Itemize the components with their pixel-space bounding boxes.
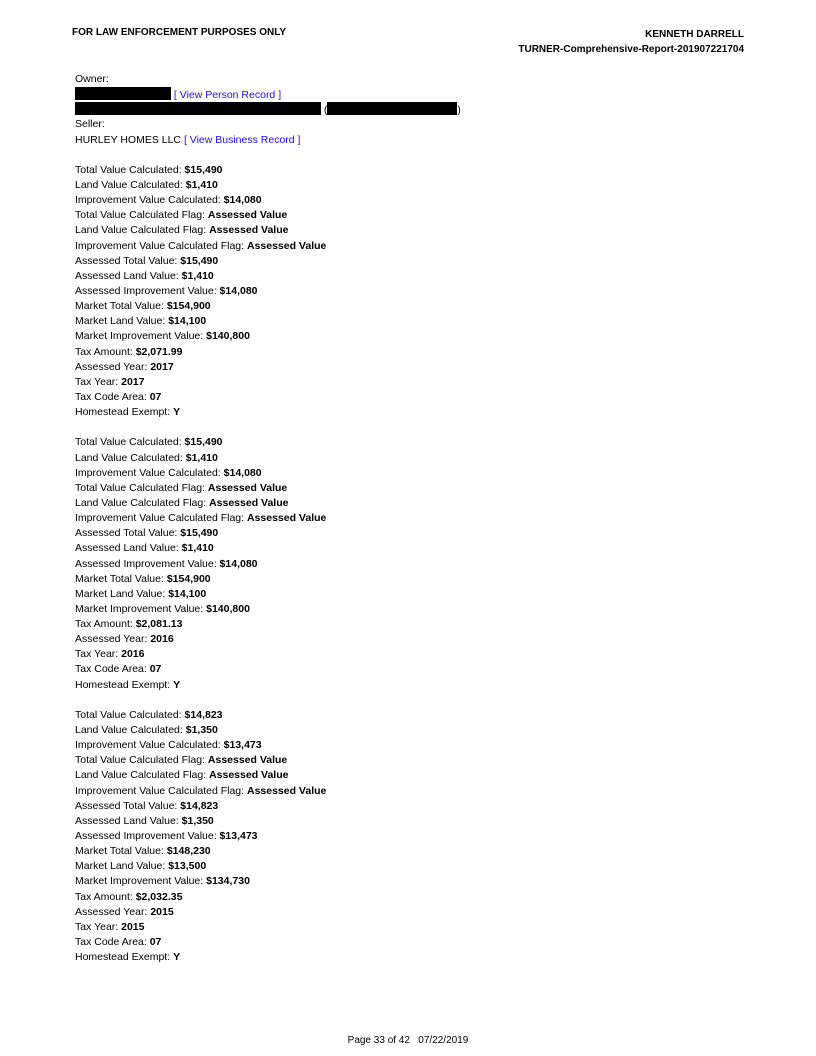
owner-label: Owner: (75, 73, 109, 85)
assessed-land-value-value: $1,350 (181, 814, 214, 827)
improvement-value-calculated-row (75, 466, 461, 481)
improvement-value-calculated-row (75, 738, 461, 753)
market-land-value-row (75, 859, 461, 874)
tax-code-area-label: Tax Code Area: (75, 390, 147, 403)
improvement-value-calculated-flag-value: Assessed Value (246, 512, 327, 525)
land-value-calculated-flag-label: Land Value Calculated Flag: (75, 496, 207, 509)
market-improvement-value-label: Market Improvement Value: (75, 602, 204, 615)
improvement-value-calculated-flag-label: Improvement Value Calculated Flag: (75, 512, 245, 525)
land-value-calculated-flag-label: Land Value Calculated Flag: (75, 769, 207, 782)
tax-code-area-label: Tax Code Area: (75, 936, 147, 949)
total-value-calculated-flag-value: Assessed Value (207, 481, 288, 494)
market-land-value-value: $13,500 (168, 860, 207, 873)
homestead-exempt-row (75, 405, 461, 420)
tax-amount-value: $2,081.13 (135, 618, 183, 631)
owner-paren-open: ( (323, 104, 328, 117)
assessed-improvement-value-value: $13,473 (219, 830, 258, 843)
market-land-value-row (75, 587, 461, 602)
improvement-value-calculated-flag-value: Assessed Value (246, 239, 327, 252)
assessed-land-value-label: Assessed Land Value: (75, 814, 179, 827)
assessed-improvement-value-value: $14,080 (219, 284, 258, 297)
assessed-land-value-row (75, 541, 461, 556)
land-value-calculated-row (75, 451, 461, 466)
land-value-calculated-value: $1,350 (185, 724, 218, 737)
assessed-improvement-value-row (75, 557, 461, 572)
market-improvement-value-row (75, 329, 461, 344)
tax-year-value: 2016 (121, 648, 145, 661)
tax-code-area-value: 07 (149, 663, 162, 676)
market-total-value-row (75, 844, 461, 859)
assessed-land-value-value: $1,410 (181, 542, 214, 555)
total-value-calculated-flag-label: Total Value Calculated Flag: (75, 209, 205, 222)
improvement-value-calculated-flag-row (75, 239, 461, 254)
owner-name-redaction (75, 87, 171, 100)
market-improvement-value-row (75, 874, 461, 889)
market-improvement-value-value: $140,800 (206, 602, 250, 615)
page-footer (0, 1035, 816, 1046)
market-land-value-value: $14,100 (168, 587, 207, 600)
land-value-calculated-flag-value: Assessed Value (209, 769, 289, 782)
assessed-year-row (75, 360, 461, 375)
assessed-total-value-label: Assessed Total Value: (75, 799, 178, 812)
assessed-improvement-value-value: $14,080 (219, 557, 258, 570)
assessed-improvement-value-row (75, 829, 461, 844)
assessed-total-value-label: Assessed Total Value: (75, 254, 178, 267)
header-disclaimer: FOR LAW ENFORCEMENT PURPOSES ONLY (72, 27, 287, 38)
market-total-value-row (75, 299, 461, 314)
assessed-total-value-value: $14,823 (180, 799, 219, 812)
market-improvement-value-row (75, 602, 461, 617)
market-improvement-value-label: Market Improvement Value: (75, 875, 204, 888)
tax-year-row (75, 920, 461, 935)
tax-year-label: Tax Year: (75, 920, 119, 933)
seller-row (75, 133, 461, 148)
assessed-year-row (75, 632, 461, 647)
assessed-year-label: Assessed Year: (75, 905, 148, 918)
assessed-year-label: Assessed Year: (75, 633, 148, 646)
owner-detail-redaction (327, 102, 457, 115)
market-total-value-value: $148,230 (166, 845, 211, 858)
total-value-calculated-flag-label: Total Value Calculated Flag: (75, 481, 205, 494)
tax-amount-label: Tax Amount: (75, 618, 133, 631)
total-value-calculated-value: $15,490 (184, 436, 223, 449)
land-value-calculated-flag-label: Land Value Calculated Flag: (75, 224, 207, 237)
assessed-year-value: 2015 (150, 905, 174, 918)
improvement-value-calculated-flag-row (75, 784, 461, 799)
market-total-value-label: Market Total Value: (75, 845, 164, 858)
footer-date: 07/22/2019 (418, 1035, 469, 1046)
homestead-exempt-label: Homestead Exempt: (75, 678, 171, 691)
total-value-calculated-flag-label: Total Value Calculated Flag: (75, 754, 205, 767)
tax-year-label: Tax Year: (75, 648, 119, 661)
land-value-calculated-label: Land Value Calculated: (75, 451, 183, 464)
tax-record (75, 708, 461, 965)
market-land-value-label: Market Land Value: (75, 587, 166, 600)
improvement-value-calculated-value: $14,080 (223, 194, 262, 207)
total-value-calculated-row (75, 708, 461, 723)
land-value-calculated-label: Land Value Calculated: (75, 724, 183, 737)
tax-amount-row (75, 890, 461, 905)
total-value-calculated-flag-row (75, 208, 461, 223)
improvement-value-calculated-label: Improvement Value Calculated: (75, 466, 221, 479)
tax-code-area-value: 07 (149, 936, 162, 949)
assessed-total-value-label: Assessed Total Value: (75, 527, 178, 540)
assessed-improvement-value-row (75, 284, 461, 299)
assessed-improvement-value-label: Assessed Improvement Value: (75, 830, 217, 843)
assessed-improvement-value-label: Assessed Improvement Value: (75, 284, 217, 297)
land-value-calculated-flag-value: Assessed Value (209, 496, 289, 509)
improvement-value-calculated-label: Improvement Value Calculated: (75, 194, 221, 207)
total-value-calculated-row (75, 435, 461, 450)
assessed-total-value-value: $15,490 (180, 254, 219, 267)
total-value-calculated-flag-row (75, 753, 461, 768)
property-section (75, 72, 461, 965)
tax-code-area-row (75, 390, 461, 405)
tax-code-area-row (75, 662, 461, 677)
improvement-value-calculated-row (75, 193, 461, 208)
view-business-record-link[interactable]: [ View Business Record ] (183, 133, 301, 146)
market-land-value-row (75, 314, 461, 329)
owner-address-redaction (75, 102, 321, 115)
market-total-value-value: $154,900 (166, 300, 211, 313)
tax-year-row (75, 647, 461, 662)
tax-amount-label: Tax Amount: (75, 345, 133, 358)
assessed-land-value-row (75, 814, 461, 829)
tax-year-value: 2017 (121, 375, 145, 388)
page-number: Page 33 of 42 (347, 1035, 410, 1046)
market-total-value-label: Market Total Value: (75, 300, 164, 313)
improvement-value-calculated-label: Improvement Value Calculated: (75, 739, 221, 752)
market-improvement-value-label: Market Improvement Value: (75, 330, 204, 343)
tax-code-area-value: 07 (149, 390, 162, 403)
total-value-calculated-value: $14,823 (184, 708, 223, 721)
tax-year-value: 2015 (121, 920, 145, 933)
tax-amount-row (75, 617, 461, 632)
land-value-calculated-flag-row (75, 496, 461, 511)
total-value-calculated-flag-value: Assessed Value (207, 209, 288, 222)
tax-record (75, 163, 461, 420)
land-value-calculated-value: $1,410 (185, 451, 218, 464)
tax-amount-row (75, 345, 461, 360)
land-value-calculated-row (75, 723, 461, 738)
market-improvement-value-value: $134,730 (206, 875, 250, 888)
record-spacer (75, 420, 461, 435)
market-total-value-row (75, 572, 461, 587)
assessed-improvement-value-label: Assessed Improvement Value: (75, 557, 217, 570)
tax-record (75, 435, 461, 692)
land-value-calculated-flag-row (75, 768, 461, 783)
tax-amount-value: $2,071.99 (135, 345, 183, 358)
tax-year-row (75, 375, 461, 390)
assessed-land-value-row (75, 269, 461, 284)
homestead-exempt-value: Y (173, 678, 181, 691)
total-value-calculated-value: $15,490 (184, 163, 223, 176)
improvement-value-calculated-value: $14,080 (223, 466, 262, 479)
assessed-land-value-label: Assessed Land Value: (75, 269, 179, 282)
improvement-value-calculated-flag-label: Improvement Value Calculated Flag: (75, 239, 245, 252)
market-land-value-label: Market Land Value: (75, 860, 166, 873)
assessed-total-value-row (75, 254, 461, 269)
total-value-calculated-label: Total Value Calculated: (75, 436, 182, 449)
homestead-exempt-value: Y (173, 951, 181, 964)
tax-amount-label: Tax Amount: (75, 890, 133, 903)
assessed-total-value-row (75, 799, 461, 814)
assessed-land-value-label: Assessed Land Value: (75, 542, 179, 555)
market-land-value-value: $14,100 (168, 315, 207, 328)
land-value-calculated-flag-value: Assessed Value (209, 224, 289, 237)
market-improvement-value-value: $140,800 (206, 330, 250, 343)
land-value-calculated-value: $1,410 (185, 178, 218, 191)
total-value-calculated-flag-value: Assessed Value (207, 754, 288, 767)
land-value-calculated-flag-row (75, 223, 461, 238)
assessed-year-row (75, 905, 461, 920)
tax-year-label: Tax Year: (75, 375, 119, 388)
view-person-record-link[interactable]: [ View Person Record ] (173, 89, 282, 102)
land-value-calculated-label: Land Value Calculated: (75, 178, 183, 191)
improvement-value-calculated-value: $13,473 (223, 739, 262, 752)
owner-address-row (75, 102, 461, 117)
seller-name: HURLEY HOMES LLC (75, 133, 182, 146)
improvement-value-calculated-flag-row (75, 511, 461, 526)
assessed-year-value: 2017 (150, 360, 174, 373)
land-value-calculated-row (75, 178, 461, 193)
total-value-calculated-row (75, 163, 461, 178)
total-value-calculated-label: Total Value Calculated: (75, 708, 182, 721)
owner-paren-close: ) (457, 104, 461, 117)
homestead-exempt-value: Y (173, 406, 181, 419)
record-spacer (75, 148, 461, 163)
improvement-value-calculated-flag-label: Improvement Value Calculated Flag: (75, 784, 245, 797)
market-total-value-value: $154,900 (166, 572, 211, 585)
tax-code-area-row (75, 935, 461, 950)
assessed-total-value-value: $15,490 (180, 527, 219, 540)
report-header (518, 27, 744, 57)
tax-amount-value: $2,032.35 (135, 890, 183, 903)
homestead-exempt-label: Homestead Exempt: (75, 406, 171, 419)
assessed-land-value-value: $1,410 (181, 269, 214, 282)
assessed-year-value: 2016 (150, 633, 174, 646)
record-spacer (75, 693, 461, 708)
seller-label: Seller: (75, 118, 105, 131)
tax-records (75, 148, 461, 966)
total-value-calculated-flag-row (75, 481, 461, 496)
market-land-value-label: Market Land Value: (75, 315, 166, 328)
market-total-value-label: Market Total Value: (75, 572, 164, 585)
total-value-calculated-label: Total Value Calculated: (75, 163, 182, 176)
improvement-value-calculated-flag-value: Assessed Value (246, 784, 327, 797)
assessed-year-label: Assessed Year: (75, 360, 148, 373)
report-subject-name: KENNETH DARRELL (645, 29, 744, 40)
tax-code-area-label: Tax Code Area: (75, 663, 147, 676)
report-id: TURNER-Comprehensive-Report-201907221704 (518, 44, 744, 55)
homestead-exempt-label: Homestead Exempt: (75, 951, 171, 964)
homestead-exempt-row (75, 950, 461, 965)
owner-name-row (75, 87, 461, 102)
homestead-exempt-row (75, 678, 461, 693)
assessed-total-value-row (75, 526, 461, 541)
